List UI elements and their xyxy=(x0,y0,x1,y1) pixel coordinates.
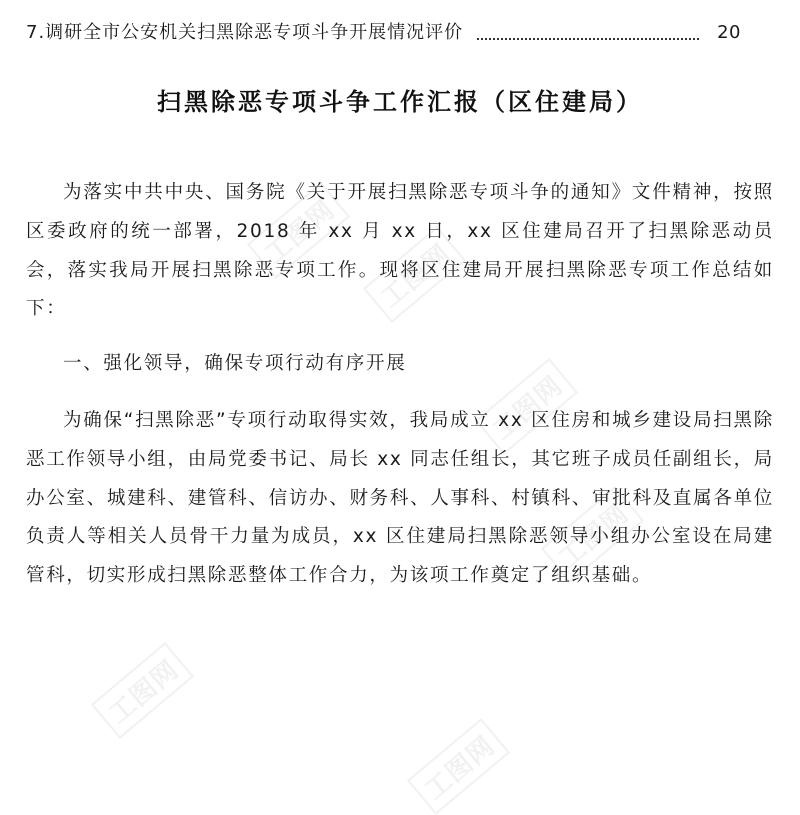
watermark: 工图网 xyxy=(247,182,350,279)
watermark: 工图网 xyxy=(475,358,578,455)
toc-page-number: 20 xyxy=(717,22,741,43)
watermark: 工图网 xyxy=(363,226,466,323)
toc-entry[interactable] xyxy=(26,20,771,46)
body-paragraph: 为确保“扫黑除恶”专项行动取得实效，我局成立 xx 区住房和城乡建设局扫黑除恶工作领导小组，由局党委书记、局长 xx 同志任组长，其它班子成员任副组长，局办公室、城建科、建管科、信访办、财务科、人事科、村镇科、审批科及直属各单位负责人等相关人员骨干力量为成员，xx 区住建局扫黑除恶领导小组办公室设在局建管科，切实形成扫黑除恶整体工作合力，为该项工作奠定了组织基础。 xyxy=(26,410,774,587)
watermark: 工图网 xyxy=(541,486,644,583)
watermark: 工图网 xyxy=(91,642,194,739)
intro-paragraph: 为落实中共中央、国务院《关于开展扫黑除恶专项斗争的通知》文件精神，按照区委政府的统一部署，2018 年 xx 月 xx 日，xx 区住建局召开了扫黑除恶动员会，落实我局开展扫黑除恶专项工作。现将区住建局开展扫黑除恶专项工作总结如下： xyxy=(26,182,774,320)
document-title: 扫黑除恶专项斗争工作汇报（区住建局） xyxy=(157,88,643,116)
watermark: 工图网 xyxy=(407,718,510,815)
toc-dot-leader xyxy=(477,38,699,40)
toc-entry-text: 7.调研全市公安机关扫黑除恶专项斗争开展情况评价 xyxy=(26,22,464,43)
section-heading: 一、强化领导，确保专项行动有序开展 xyxy=(63,353,407,374)
